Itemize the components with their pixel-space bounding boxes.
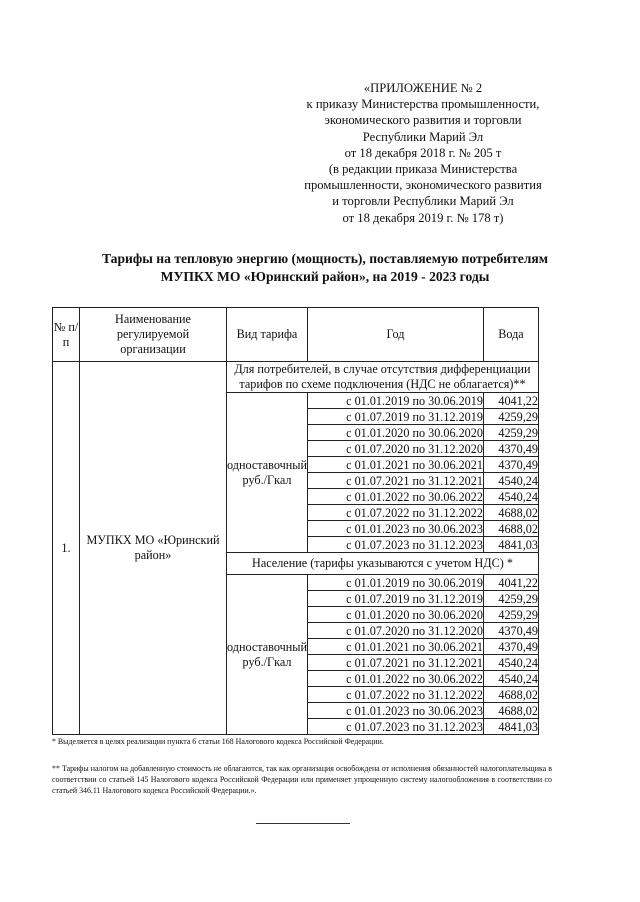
appendix-line: к приказу Министерства промышленности, bbox=[306, 97, 540, 112]
title-line-2: МУПКХ МО «Юринский район», на 2019 - 2023 годы bbox=[160, 269, 490, 284]
header-org: Наименование регулируемой организации bbox=[80, 308, 227, 362]
period-cell: с 01.07.2022 по 31.12.2022 bbox=[307, 505, 483, 521]
water-value-cell: 4540,24 bbox=[483, 671, 538, 687]
water-value-cell: 4041,22 bbox=[483, 575, 538, 591]
appendix-block bbox=[296, 80, 550, 226]
appendix-line: от 18 декабря 2019 г. № 178 т) bbox=[342, 210, 504, 225]
appendix-line: и торговли Республики Марий Эл bbox=[332, 194, 514, 209]
organization-name: МУПКХ МО «Юринский район» bbox=[80, 362, 227, 735]
period-cell: с 01.07.2021 по 31.12.2021 bbox=[307, 473, 483, 489]
appendix-line: от 18 декабря 2018 г. № 205 т bbox=[344, 145, 502, 160]
period-cell: с 01.07.2022 по 31.12.2022 bbox=[307, 687, 483, 703]
appendix-line: Республики Марий Эл bbox=[362, 129, 484, 144]
water-value-cell: 4041,22 bbox=[483, 393, 538, 409]
water-value-cell: 4370,49 bbox=[483, 623, 538, 639]
tariff-type: одноставочный руб./Гкал bbox=[227, 393, 308, 553]
water-value-cell: 4540,24 bbox=[483, 473, 538, 489]
water-value-cell: 4370,49 bbox=[483, 457, 538, 473]
period-cell: с 01.07.2020 по 31.12.2020 bbox=[307, 441, 483, 457]
header-type: Вид тарифа bbox=[227, 308, 308, 362]
period-cell: с 01.07.2023 по 31.12.2023 bbox=[307, 537, 483, 553]
period-cell: с 01.01.2020 по 30.06.2020 bbox=[307, 425, 483, 441]
tariff-table bbox=[52, 307, 539, 735]
section-heading-row bbox=[53, 362, 539, 393]
water-value-cell: 4688,02 bbox=[483, 703, 538, 719]
water-value-cell: 4259,29 bbox=[483, 607, 538, 623]
footnote-vat: * Выделяется в целях реализации пункта 6 статьи 168 Налогового кодекса Российской Федерации. bbox=[52, 737, 384, 746]
water-value-cell: 4370,49 bbox=[483, 441, 538, 457]
period-cell: с 01.07.2019 по 31.12.2019 bbox=[307, 409, 483, 425]
period-cell: с 01.01.2023 по 30.06.2023 bbox=[307, 703, 483, 719]
period-cell: с 01.01.2020 по 30.06.2020 bbox=[307, 607, 483, 623]
water-value-cell: 4259,29 bbox=[483, 425, 538, 441]
footnote-exempt: ** Тарифы налогом на добавленную стоимость не облагаются, так как организация освобождена от исполнения обязанностей налогоплательщика в соответствии со статьей 145 Налогового кодекса Российской Федерации или применяет упрощенную систему налогообложения в соответствии со статьей 346.11 Налогового кодекса Российской Федерации.». bbox=[52, 764, 552, 795]
section-heading: Для потребителей, в случае отсутствия дифференциации тарифов по схеме подключения (НДС не облагается)** bbox=[227, 362, 539, 393]
header-num: № п/п bbox=[53, 308, 80, 362]
period-cell: с 01.01.2023 по 30.06.2023 bbox=[307, 521, 483, 537]
water-value-cell: 4259,29 bbox=[483, 591, 538, 607]
tariff-type: одноставочный руб./Гкал bbox=[227, 575, 308, 735]
appendix-line: «ПРИЛОЖЕНИЕ № 2 bbox=[363, 81, 483, 95]
water-value-cell: 4688,02 bbox=[483, 505, 538, 521]
title-line-1: Тарифы на тепловую энергию (мощность), поставляемую потребителям bbox=[101, 251, 549, 266]
period-cell: с 01.01.2021 по 30.06.2021 bbox=[307, 457, 483, 473]
period-cell: с 01.01.2022 по 30.06.2022 bbox=[307, 671, 483, 687]
period-cell: с 01.01.2022 по 30.06.2022 bbox=[307, 489, 483, 505]
water-value-cell: 4688,02 bbox=[483, 521, 538, 537]
period-cell: с 01.07.2021 по 31.12.2021 bbox=[307, 655, 483, 671]
appendix-line: экономического развития и торговли bbox=[324, 113, 522, 128]
closing-divider bbox=[256, 823, 350, 824]
period-cell: с 01.07.2020 по 31.12.2020 bbox=[307, 623, 483, 639]
period-cell: с 01.01.2019 по 30.06.2019 bbox=[307, 393, 483, 409]
appendix-line: (в редакции приказа Министерства bbox=[328, 162, 518, 177]
water-value-cell: 4259,29 bbox=[483, 409, 538, 425]
appendix-line: промышленности, экономического развития bbox=[304, 178, 542, 193]
water-value-cell: 4370,49 bbox=[483, 639, 538, 655]
period-cell: с 01.07.2019 по 31.12.2019 bbox=[307, 591, 483, 607]
table-header-row bbox=[53, 308, 539, 362]
water-value-cell: 4841,03 bbox=[483, 537, 538, 553]
row-number: 1. bbox=[53, 362, 80, 735]
period-cell: с 01.07.2023 по 31.12.2023 bbox=[307, 719, 483, 735]
header-water: Вода bbox=[483, 308, 538, 362]
document-title bbox=[40, 250, 610, 286]
period-cell: с 01.01.2021 по 30.06.2021 bbox=[307, 639, 483, 655]
water-value-cell: 4540,24 bbox=[483, 489, 538, 505]
water-value-cell: 4540,24 bbox=[483, 655, 538, 671]
header-year: Год bbox=[307, 308, 483, 362]
period-cell: с 01.01.2019 по 30.06.2019 bbox=[307, 575, 483, 591]
water-value-cell: 4841,03 bbox=[483, 719, 538, 735]
section-heading: Население (тарифы указываются с учетом НДС) * bbox=[227, 553, 539, 575]
water-value-cell: 4688,02 bbox=[483, 687, 538, 703]
